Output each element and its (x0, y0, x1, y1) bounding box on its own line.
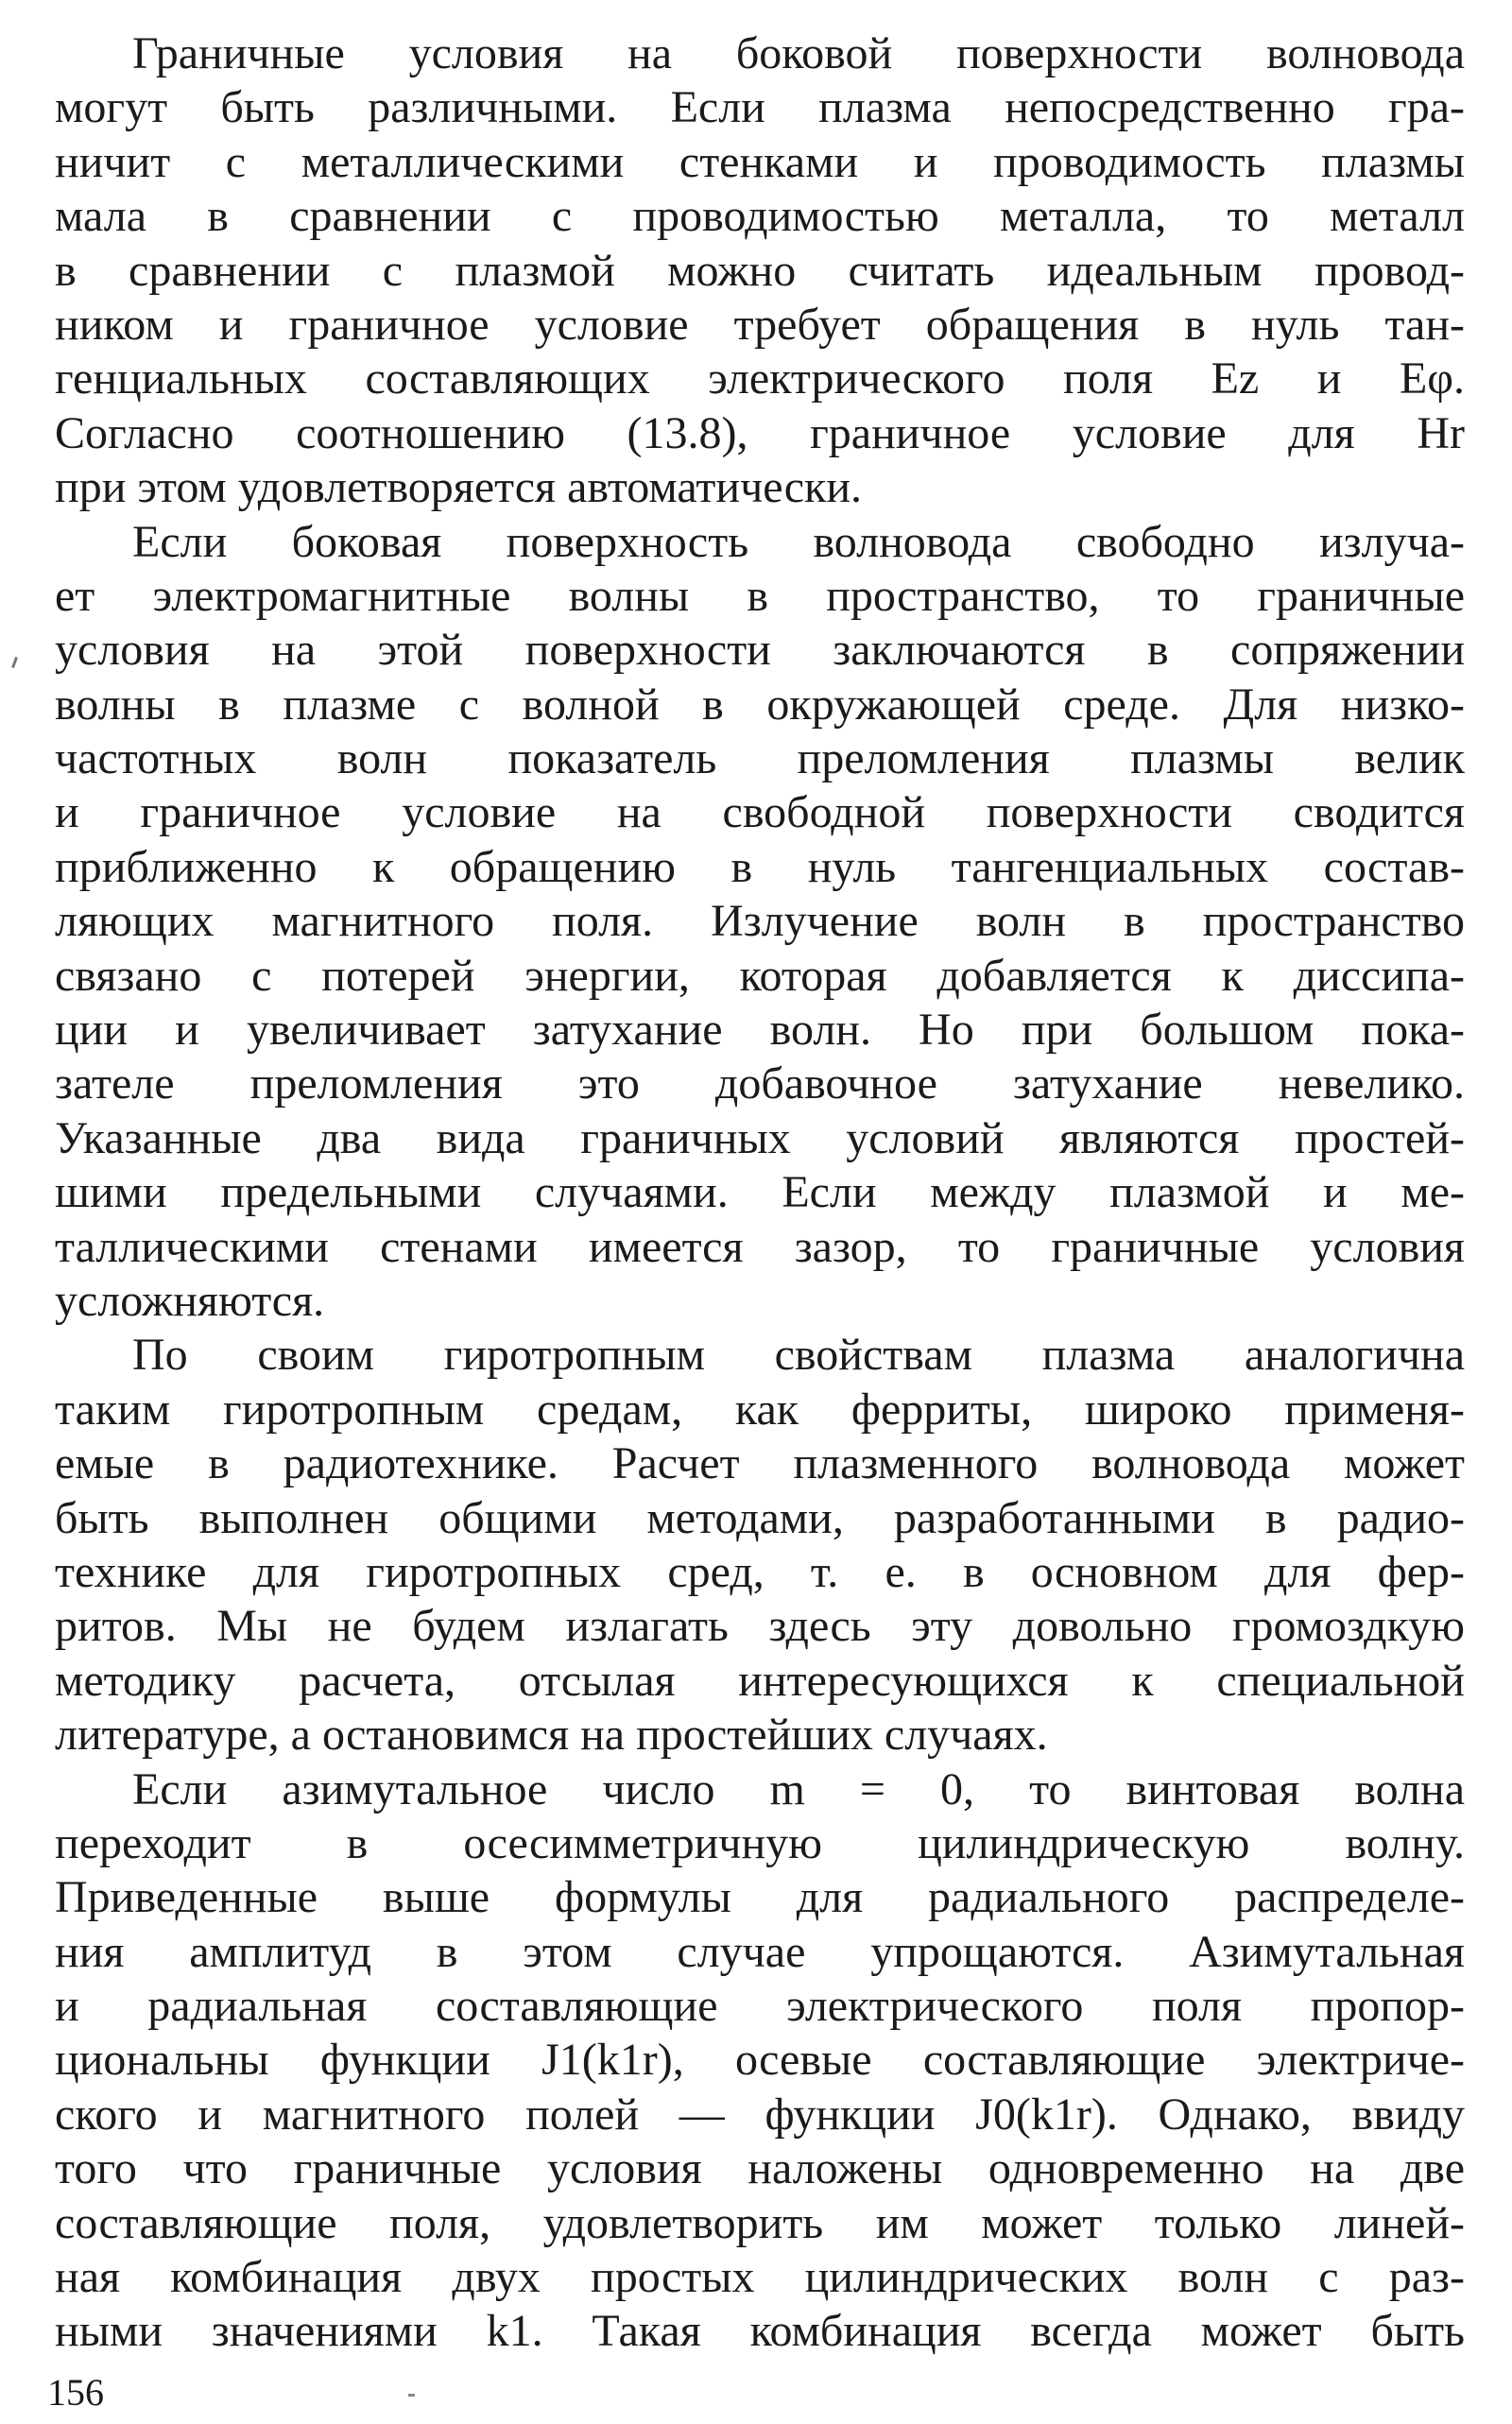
text-line: Граничные условия на боковой поверхности волновода (132, 28, 1465, 78)
text-line: ритов. Мы не будем излагать здесь эту довольно громоздкую (55, 1601, 1465, 1652)
text-line: шими предельными случаями. Если между плазмой и ме- (55, 1167, 1465, 1218)
text-line: ными значениями k1. Такая комбинация всегда может быть (55, 2306, 1465, 2357)
text-line: и граничное условие на свободной поверхности сводится (55, 787, 1465, 838)
text-line: переходит в осесимметричную цилиндрическую волну. (55, 1817, 1465, 1868)
text-line: технике для гиротропных сред, т. е. в основном для фер- (55, 1546, 1465, 1597)
text-line: ния амплитуд в этом случае упрощаются. Азимутальная (55, 1926, 1465, 1977)
text-line: могут быть различными. Если плазма непосредственно гра- (55, 82, 1465, 133)
text-line: условия на этой поверхности заключаются в сопряжении (55, 625, 1465, 676)
text-line: ничит с металлическими стенками и проводимость плазмы (55, 136, 1465, 187)
margin-mark (11, 657, 18, 668)
text-line: По своим гиротропным свойствам плазма аналогична (132, 1330, 1465, 1381)
text-line: ником и граничное условие требует обращения в нуль тан- (55, 299, 1465, 350)
text-line: быть выполнен общими методами, разработанными в радио- (55, 1492, 1465, 1543)
text-line: циональны функции J1(k1r), осевые составляющие электриче- (55, 2035, 1465, 2086)
page-number: 156 (47, 2371, 104, 2414)
text-line: ции и увеличивает затухание волн. Но при большом пока- (55, 1005, 1465, 1056)
text-line: Указанные два вида граничных условий являются простей- (55, 1112, 1465, 1163)
text-line: мала в сравнении с проводимостью металла, то металл (55, 191, 1465, 242)
print-speck (408, 2394, 415, 2397)
text-line: при этом удовлетворяется автоматически. (55, 462, 863, 513)
text-line: ная комбинация двух простых цилиндрических волн с раз- (55, 2252, 1465, 2303)
text-line: таллическими стенами имеется зазор, то граничные условия (55, 1221, 1465, 1272)
text-line: составляющие поля, удовлетворить им может только линей- (55, 2197, 1465, 2248)
text-line: в сравнении с плазмой можно считать идеальным провод- (55, 245, 1465, 296)
text-line: ляющих магнитного поля. Излучение волн в пространство (55, 896, 1465, 947)
text-line: литературе, а остановимся на простейших случаях. (55, 1710, 1048, 1761)
text-line: зателе преломления это добавочное затухание невелико. (55, 1058, 1465, 1109)
text-line: методику расчета, отсылая интересующихся к специальной (55, 1655, 1465, 1706)
text-line: генциальных составляющих электрического поля Ez и Eφ. (55, 353, 1465, 404)
text-line: Если азимутальное число m = 0, то винтовая волна (132, 1763, 1465, 1814)
text-line: частотных волн показатель преломления плазмы велик (55, 733, 1465, 784)
text-line: того что граничные условия наложены одновременно на две (55, 2143, 1465, 2194)
text-line: усложняются. (55, 1275, 325, 1326)
text-line: ет электромагнитные волны в пространство, то граничные (55, 570, 1465, 621)
text-line: Если боковая поверхность волновода свободно излуча- (132, 516, 1465, 567)
text-line: Приведенные выше формулы для радиального распределе- (55, 1872, 1465, 1923)
text-line: приближенно к обращению в нуль тангенциальных состав- (55, 841, 1465, 892)
body-text (55, 26, 1465, 2359)
text-line: таким гиротропным средам, как ферриты, широко применя- (55, 1384, 1465, 1435)
text-line: ского и магнитного полей — функции J0(k1r). Однако, ввиду (55, 2089, 1465, 2140)
text-line: и радиальная составляющие электрического поля пропор- (55, 1981, 1465, 2032)
text-line: Согласно соотношению (13.8), граничное условие для Hr (55, 407, 1465, 458)
text-line: волны в плазме с волной в окружающей среде. Для низко- (55, 679, 1465, 730)
text-line: связано с потерей энергии, которая добавляется к диссипа- (55, 950, 1465, 1001)
text-line: емые в радиотехнике. Расчет плазменного волновода может (55, 1438, 1465, 1489)
